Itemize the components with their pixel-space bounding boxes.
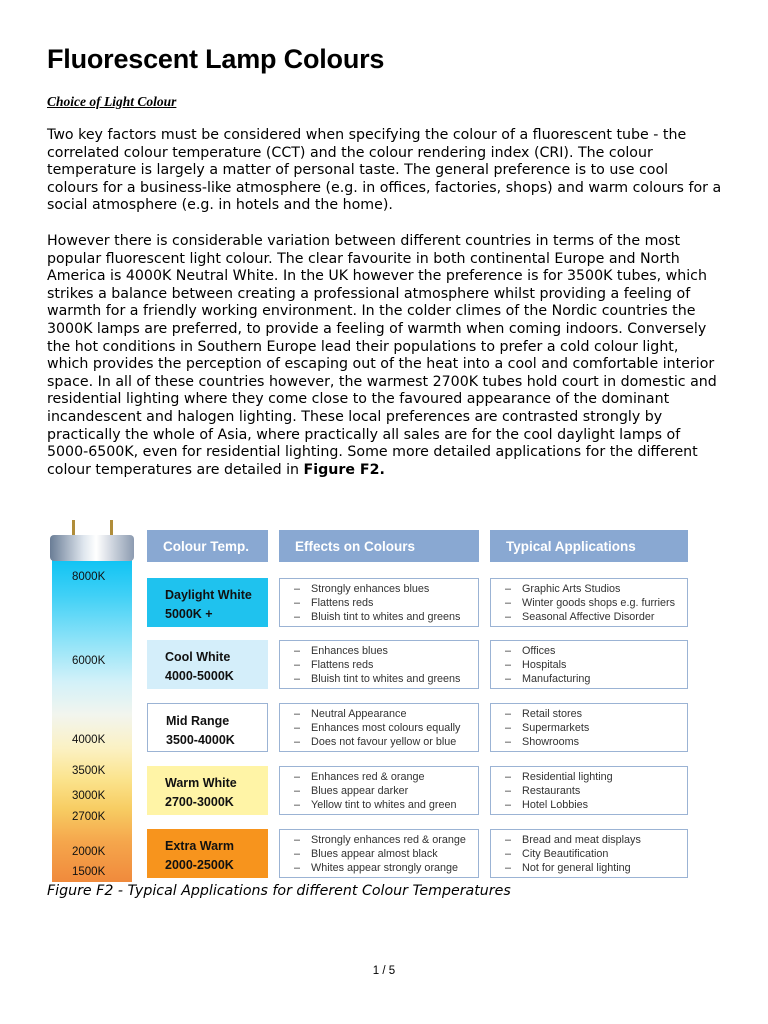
- list-item: – City Beautification: [505, 847, 687, 861]
- kelvin-label: 2700K: [72, 811, 106, 823]
- page-number: 1 / 5: [372, 965, 396, 977]
- temp-name: Warm White: [165, 776, 237, 790]
- header-colour-temp: Colour Temp.: [147, 530, 268, 562]
- colour-temperature-figure: [50, 520, 690, 882]
- list-item: – Seasonal Affective Disorder: [505, 610, 687, 624]
- list-item: – Flattens reds: [294, 596, 478, 610]
- temp-box-daylight-white: [147, 578, 268, 627]
- list-item: – Bread and meat displays: [505, 833, 687, 847]
- temp-name: Daylight White: [165, 588, 252, 602]
- temp-range: 2000-2500K: [165, 858, 234, 872]
- list-item: – Enhances most colours equally: [294, 721, 478, 735]
- kelvin-label: 2000K: [72, 846, 106, 858]
- list-item: – Restaurants: [505, 784, 687, 798]
- kelvin-label: 8000K: [72, 571, 106, 583]
- list-item: – Manufacturing: [505, 672, 687, 686]
- kelvin-label: 4000K: [72, 734, 106, 746]
- paragraph-2: [47, 233, 723, 479]
- paragraph-1: Two key factors must be considered when specifying the colour of a fluorescent tube - the correlated colour temperature (CCT) and the colour rendering index (CRI). The colour temperature is largely a matter of personal taste. The general preference is to use cool colours for a business-like atmosphere (e.g. in offices, factories, shops) and warm colours for a social atmosphere (e.g. in hotels and the home).: [47, 127, 722, 214]
- temp-range: 2700-3000K: [165, 795, 234, 809]
- list-item: – Winter goods shops e.g. furriers: [505, 596, 687, 610]
- list-item: – Showrooms: [505, 735, 687, 749]
- kelvin-label: 1500K: [72, 866, 106, 878]
- list-item: – Blues appear almost black: [294, 847, 478, 861]
- list-item: – Whites appear strongly orange: [294, 861, 478, 875]
- list-item: – Strongly enhances blues: [294, 582, 478, 596]
- effects-list: [279, 766, 479, 815]
- list-item: – Not for general lighting: [505, 861, 687, 875]
- tube-end-cap: [50, 535, 134, 561]
- list-item: – Flattens reds: [294, 658, 478, 672]
- kelvin-label: 3500K: [72, 765, 106, 777]
- list-item: – Offices: [505, 644, 687, 658]
- list-item: – Enhances red & orange: [294, 770, 478, 784]
- temp-range: 3500-4000K: [166, 733, 235, 747]
- fluorescent-tube-gradient: [52, 548, 132, 882]
- page-title: Fluorescent Lamp Colours: [47, 44, 385, 74]
- figure-caption: Figure F2 - Typical Applications for different Colour Temperatures: [47, 883, 511, 899]
- list-item: – Neutral Appearance: [294, 707, 478, 721]
- header-applications: Typical Applications: [490, 530, 688, 562]
- temp-name: Mid Range: [166, 714, 230, 728]
- kelvin-label: 6000K: [72, 655, 106, 667]
- list-item: – Bluish tint to whites and greens: [294, 672, 478, 686]
- list-item: – Supermarkets: [505, 721, 687, 735]
- section-subtitle: Choice of Light Colour: [47, 94, 177, 109]
- temp-range: 4000-5000K: [165, 669, 234, 683]
- header-effects: Effects on Colours: [279, 530, 479, 562]
- list-item: – Strongly enhances red & orange: [294, 833, 478, 847]
- temp-box-cool-white: [147, 640, 268, 689]
- applications-list: [490, 640, 688, 689]
- kelvin-label: 3000K: [72, 790, 106, 802]
- applications-list: [490, 766, 688, 815]
- list-item: – Hospitals: [505, 658, 687, 672]
- paragraph-2-text: However there is considerable variation between different countries in terms of the most popular fluorescent light colour. The clear favourite in both continental Europe and North America is 4000K Neutral White. In the UK however the preference is for 3500K tubes, which strikes a balance between creating a professional atmosphere whilst providing a feeling of warmth for a friendly working environment. In the colder climes of the Nordic countries the 3000K lamps are preferred, to provide a feeling of warmth when coming indoors. Conversely the hot conditions in Southern Europe lead their populations to prefer a cold colour light, which provides the perception of escaping out of the heat into a cool and comfortable interior space. In all of these countries however, the warmest 2700K tubes hold court in domestic and residential lighting where they come close to the favoured appearance of the dominant incandescent and halogen lighting. These local preferences are contrasted strongly by practically the whole of Asia, where practically all sales are for the cool daylight lamps of 5000-6500K, even for residential lighting. Some more detailed applications for the different colour temperatures are detailed in: [47, 233, 717, 478]
- list-item: – Hotel Lobbies: [505, 798, 687, 812]
- effects-list: [279, 578, 479, 627]
- temp-range: 5000K +: [165, 607, 213, 621]
- list-item: – Residential lighting: [505, 770, 687, 784]
- list-item: – Retail stores: [505, 707, 687, 721]
- list-item: – Graphic Arts Studios: [505, 582, 687, 596]
- temp-box-extra-warm: [147, 829, 268, 878]
- applications-list: [490, 703, 688, 752]
- applications-list: [490, 829, 688, 878]
- temp-name: Extra Warm: [165, 839, 235, 853]
- temp-name: Cool White: [165, 650, 231, 664]
- list-item: – Does not favour yellow or blue: [294, 735, 478, 749]
- list-item: – Enhances blues: [294, 644, 478, 658]
- temp-box-mid-range: [147, 703, 268, 752]
- applications-list: [490, 578, 688, 627]
- list-item: – Yellow tint to whites and green: [294, 798, 478, 812]
- list-item: – Blues appear darker: [294, 784, 478, 798]
- effects-list: [279, 829, 479, 878]
- list-item: – Bluish tint to whites and greens: [294, 610, 478, 624]
- figure-reference: Figure F2.: [303, 461, 385, 478]
- temp-box-warm-white: [147, 766, 268, 815]
- effects-list: [279, 640, 479, 689]
- effects-list: [279, 703, 479, 752]
